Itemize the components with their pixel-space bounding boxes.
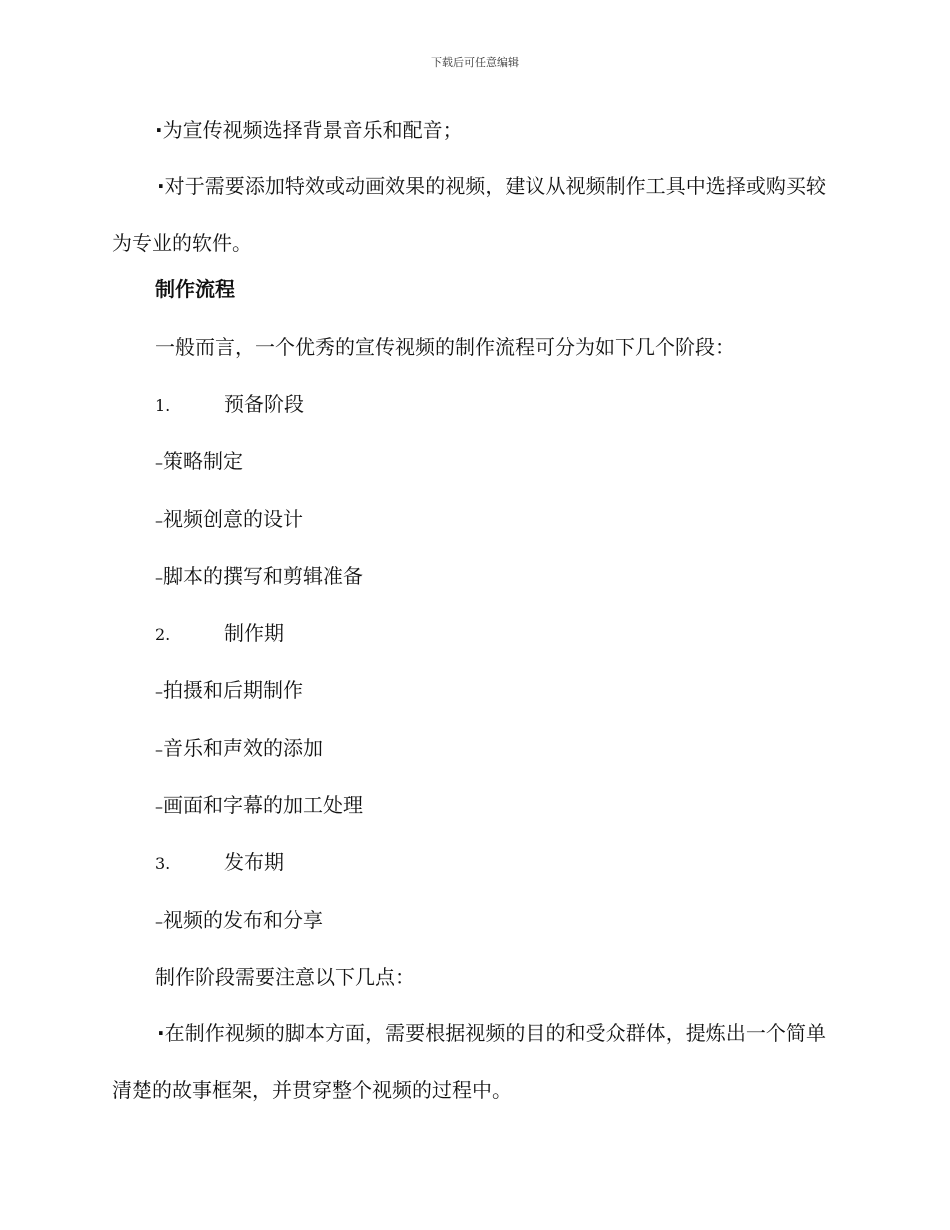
bullet-item-effects <box>112 158 826 272</box>
stage-item-2 <box>155 620 284 648</box>
stage-number: 3. <box>155 854 171 873</box>
sub-item-text: 策略制定 <box>163 449 243 473</box>
stage-number: 2. <box>155 625 171 644</box>
dash-mark: – <box>155 568 163 587</box>
stage-item-1 <box>155 391 304 419</box>
bullet-mark: · <box>157 1021 165 1045</box>
sub-item-text: 画面和字幕的加工处理 <box>163 793 363 817</box>
stage-number: 1. <box>155 396 171 415</box>
page-header: 下载后可任意编辑 <box>431 56 519 69</box>
dash-mark: – <box>155 511 163 530</box>
section-heading: 制作流程 <box>155 277 235 301</box>
bullet-item-script <box>112 1005 826 1119</box>
dash-mark: – <box>155 682 163 701</box>
sub-item <box>155 677 303 705</box>
stage-label: 预备阶段 <box>224 392 304 416</box>
bullet-item-music <box>155 117 463 143</box>
bullet-text: 对于需要添加特效或动画效果的视频，建议从视频制作工具中选择或购买较为专业的软件。 <box>112 174 826 255</box>
bullet-text: 为宣传视频选择背景音乐和配音； <box>162 118 463 142</box>
stage-label: 发布期 <box>224 850 284 874</box>
sub-item <box>155 506 303 534</box>
bullet-mark: · <box>155 118 163 142</box>
sub-item <box>155 907 323 935</box>
sub-item-text: 视频创意的设计 <box>163 507 303 531</box>
dash-mark: – <box>155 797 163 816</box>
bullet-mark: · <box>157 174 165 198</box>
stage-label: 制作期 <box>224 621 284 645</box>
notes-paragraph: 制作阶段需要注意以下几点： <box>155 965 415 989</box>
stage-item-3 <box>155 849 284 877</box>
sub-item <box>155 735 323 763</box>
sub-item <box>155 792 363 820</box>
dash-mark: – <box>155 740 163 759</box>
sub-item-text: 音乐和声效的添加 <box>163 736 323 760</box>
sub-item-text: 脚本的撰写和剪辑准备 <box>163 564 363 588</box>
dash-mark: – <box>155 912 163 931</box>
sub-item-text: 视频的发布和分享 <box>163 908 323 932</box>
dash-mark: – <box>155 453 163 472</box>
sub-item <box>155 448 243 476</box>
intro-paragraph: 一般而言，一个优秀的宣传视频的制作流程可分为如下几个阶段： <box>155 335 735 359</box>
sub-item-text: 拍摄和后期制作 <box>163 678 303 702</box>
sub-item <box>155 563 363 591</box>
bullet-text: 在制作视频的脚本方面，需要根据视频的目的和受众群体，提炼出一个简单清楚的故事框架，并贯穿整个视频的过程中。 <box>112 1021 826 1102</box>
